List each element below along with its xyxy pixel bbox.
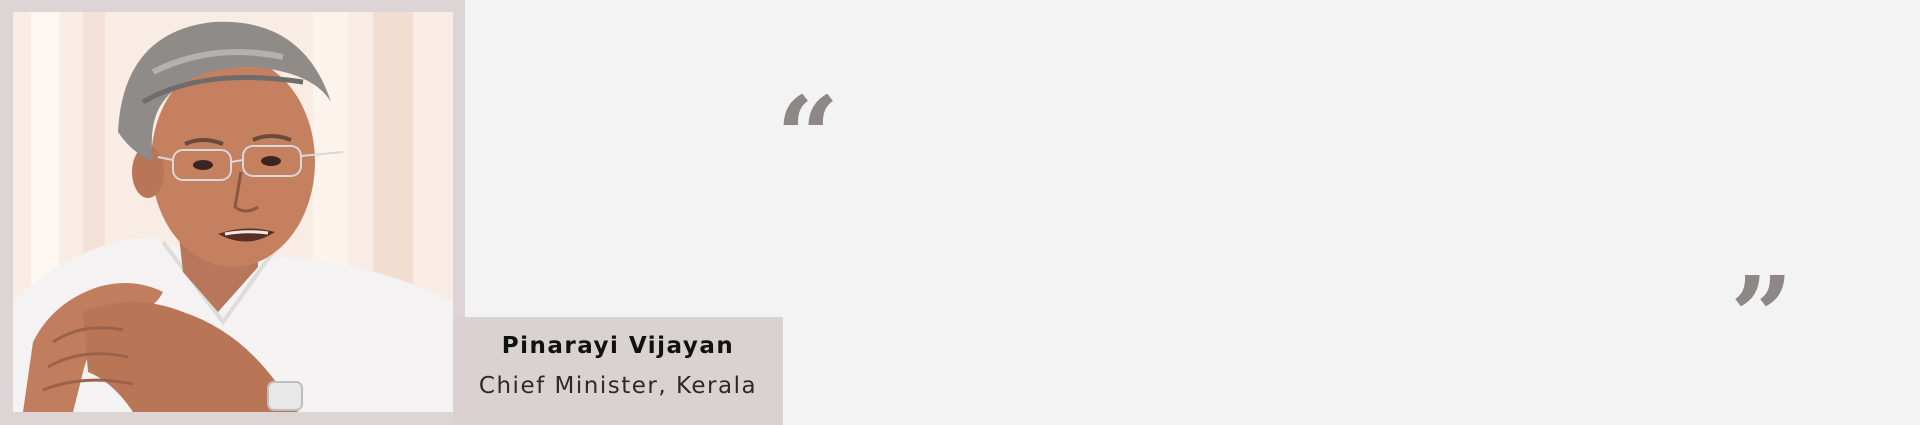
- close-quote-icon: ”: [1730, 252, 1794, 381]
- name-card: [453, 317, 783, 425]
- portrait-photo: [13, 12, 453, 412]
- photo-frame: [0, 0, 465, 425]
- person-title: Chief Minister, Kerala: [478, 373, 758, 399]
- person-name: Pinarayi Vijayan: [501, 333, 735, 360]
- quote-text: [840, 140, 1700, 260]
- open-quote-icon: “: [776, 72, 840, 201]
